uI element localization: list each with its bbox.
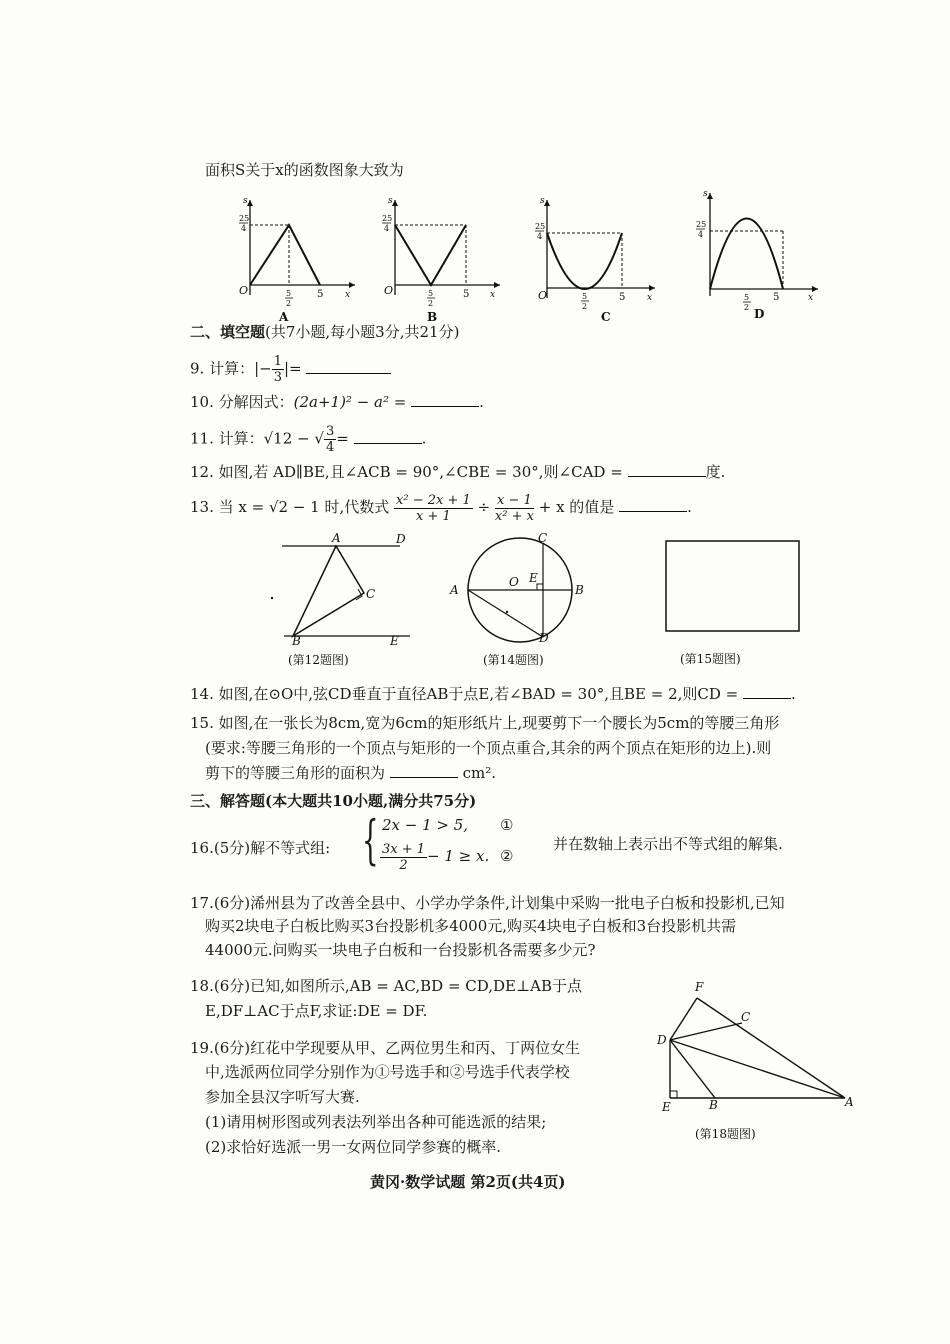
q11-frac-num: 3 [325, 424, 335, 439]
graph-b-peak-num: 25 [382, 214, 393, 223]
q17-line1: 17.(6分)浠州县为了改善全县中、小学办学条件,计划集中采购一批电子白板和投影机,已知 [190, 894, 785, 912]
section3-heading [190, 791, 476, 811]
q19-line1: 19.(6分)红花中学现要从甲、乙两位男生和丙、丁两位女生 [190, 1039, 581, 1057]
q11-end: . [421, 429, 427, 448]
q16-ineq2-num: 3x + 1 [382, 841, 426, 857]
graph-b-five: 5 [463, 289, 470, 300]
q14-text: 14. 如图,在⊙O中,弦CD垂直于直径AB于点E,若∠BAD = 30°,且BE = 2,则CD = [190, 685, 739, 703]
q16-ineq1: 2x − 1 > 5, [382, 816, 469, 834]
graph-c-option-label: C [601, 310, 611, 324]
graph-c-x-label: x [647, 293, 653, 303]
q13-end: . [687, 498, 692, 516]
fig18-label-f: F [695, 980, 704, 994]
q16-ineq2-frac [380, 842, 427, 873]
graph-d-half-den: 2 [744, 303, 750, 312]
q11-answer-blank[interactable] [354, 429, 422, 444]
q16-brace: { [362, 811, 379, 871]
q16-tail: 并在数轴上表示出不等式组的解集. [553, 835, 783, 853]
graph-c-peak-num: 25 [535, 222, 546, 231]
graph-b-option-label: B [427, 310, 438, 324]
fig14-label-a: A [450, 583, 459, 597]
fig12-label-c: C [366, 587, 376, 601]
graph-a-x-label: x [345, 290, 351, 300]
q13-f1-num: x² − 2x + 1 [396, 492, 471, 508]
graph-d-peak-num: 25 [696, 220, 707, 229]
fig14-label-o: O [509, 575, 519, 589]
graph-b-s-label: s [388, 196, 393, 206]
q11-expr-post: = [336, 429, 349, 448]
graph-d [690, 188, 830, 323]
q17-line3: 44000元.问购买一块电子白板和一台投影机各需要多少元? [205, 941, 596, 959]
q10-answer-blank[interactable] [411, 392, 479, 407]
q17-line2: 购买2块电子白板比购买3台投影机多4000元,购买4块电子白板和3台投影机共需 [205, 917, 737, 935]
graph-d-option-label: D [754, 307, 765, 321]
graph-a-half-den: 2 [286, 299, 292, 308]
q13-answer-blank[interactable] [619, 497, 687, 512]
q9-answer-blank[interactable] [306, 359, 391, 374]
graph-c-five: 5 [619, 292, 626, 303]
fig12-caption: (第12题图) [288, 653, 349, 667]
graph-a-origin: O [239, 284, 249, 297]
intro-text: 面积S关于x的函数图象大致为 [205, 161, 404, 179]
fig12-label-b: B [292, 634, 301, 648]
question-11 [190, 424, 426, 455]
q12-text: 12. 如图,若 AD∥BE,且∠ACB = 90°,∠CBE = 30°,则∠CAD = [190, 463, 623, 481]
question-9 [190, 354, 391, 385]
q13-f2-num: x − 1 [495, 493, 534, 509]
q9-expr-post: |= [284, 359, 302, 378]
question-10 [190, 392, 484, 412]
graph-d-peak-den: 4 [698, 230, 704, 239]
graph-a-five: 5 [317, 289, 324, 300]
section3-title: 三、解答题 [190, 792, 266, 810]
q9-fraction [272, 354, 284, 385]
graph-a [225, 195, 365, 325]
q16-mark2: ② [500, 847, 514, 865]
fig18-label-d: D [657, 1033, 667, 1047]
q18-line1: 18.(6分)已知,如图所示,AB = AC,BD = CD,DE⊥AB于点 [190, 977, 582, 995]
q13-post: + x 的值是 [538, 498, 615, 516]
fig18-label-c: C [741, 1010, 751, 1024]
graph-b-half-den: 2 [428, 299, 434, 308]
figure-12 [270, 530, 430, 670]
section2-title: 二、填空题 [190, 323, 266, 341]
q13-fraction-2 [495, 493, 534, 524]
q10-expr: (2a+1)² − a² = [293, 393, 407, 411]
question-14 [190, 684, 796, 704]
fig14-caption: (第14题图) [483, 653, 544, 667]
graph-c-half-num: 5 [582, 292, 588, 301]
q16-mark1: ① [500, 816, 514, 834]
q16-ineq2-den: 2 [399, 857, 408, 873]
fig15-caption: (第15题图) [680, 652, 741, 666]
figure-15 [660, 535, 810, 670]
q13-f2-den: x² + x [494, 508, 534, 524]
q15-line3: 剪下的等腰三角形的面积为 [205, 764, 386, 782]
fig18-caption: (第18题图) [695, 1127, 756, 1141]
page-footer: 黄冈·数学试题 第2页(共4页) [370, 1173, 566, 1191]
q11-fraction [324, 424, 336, 455]
q12-end: 度. [705, 463, 726, 481]
fig14-label-b: B [575, 583, 584, 597]
graph-b-peak-den: 4 [384, 224, 390, 233]
q19-line2: 中,选派两位同学分别作为①号选手和②号选手代表学校 [205, 1063, 570, 1081]
section2-note: (共7小题,每小题3分,共21分) [265, 323, 460, 341]
q13-fraction-1 [394, 493, 473, 524]
q18-line2: E,DF⊥AC于点F,求证:DE = DF. [205, 1002, 428, 1020]
graph-b [370, 195, 510, 325]
q11-number: 11. 计算： [190, 429, 264, 448]
fig14-label-c: C [538, 531, 548, 545]
fig12-label-a: A [332, 531, 341, 545]
q15-line3-wrap [205, 763, 496, 783]
q13-pre: 13. 当 x = √2 − 1 时,代数式 [190, 498, 390, 516]
graph-d-half-num: 5 [744, 293, 750, 302]
figure-14 [445, 530, 595, 670]
fig14-label-e: E [529, 571, 538, 585]
q9-expr-pre: |− [254, 359, 272, 378]
graph-c-half-den: 2 [582, 302, 588, 311]
graph-b-origin: O [384, 284, 394, 297]
fig12-label-e: E [390, 634, 399, 648]
fig18-label-b: B [709, 1098, 718, 1112]
graph-a-half-num: 5 [286, 289, 292, 298]
graph-d-x-label: x [808, 293, 814, 303]
graph-c [525, 195, 665, 325]
graph-a-option-label: A [279, 310, 289, 324]
q12-answer-blank[interactable] [628, 462, 706, 477]
q14-end: . [791, 685, 796, 703]
q19-line5: (2)求恰好选派一男一女两位同学参赛的概率. [205, 1138, 502, 1156]
graph-a-s-label: s [243, 196, 248, 206]
q16-ineq2 [380, 840, 489, 873]
graph-d-five: 5 [773, 292, 780, 303]
q9-number: 9. 计算： [190, 359, 255, 378]
question-12 [190, 462, 725, 482]
q13-f1-den: x + 1 [416, 508, 451, 524]
q9-frac-num: 1 [273, 354, 282, 369]
fig18-label-a: A [845, 1095, 854, 1109]
fig12-label-d: D [396, 532, 406, 546]
graph-b-half-num: 5 [428, 289, 434, 298]
figure-18 [655, 978, 865, 1148]
q9-frac-den: 3 [273, 370, 282, 385]
q10-end: . [479, 393, 484, 411]
fig14-label-d: D [539, 631, 549, 645]
graph-d-s-label: s [703, 189, 708, 199]
q14-answer-blank[interactable] [743, 684, 791, 699]
section2-heading [190, 322, 459, 342]
q15-line1: 15. 如图,在一张长为8cm,宽为6cm的矩形纸片上,现要剪下一个腰长为5cm的等腰三角形 [190, 714, 780, 732]
q11-frac-den: 4 [325, 440, 335, 455]
graph-c-peak-den: 4 [537, 232, 543, 241]
q15-line2: (要求:等腰三角形的一个顶点与矩形的一个顶点重合,其余的两个顶点在矩形的边上).则 [205, 739, 772, 757]
q19-line3: 参加全县汉字听写大赛. [205, 1088, 360, 1106]
q16-number: 16.(5分)解不等式组: [190, 839, 331, 857]
question-13 [190, 492, 692, 524]
q11-expr-pre: √12 − √ [263, 429, 324, 448]
q13-op: ÷ [477, 498, 491, 516]
graph-c-origin: O [538, 289, 548, 302]
fig18-label-e: E [662, 1100, 671, 1114]
graph-b-x-label: x [490, 290, 496, 300]
q10-number: 10. 分解因式： [190, 393, 294, 411]
q19-line4: (1)请用树形图或列表法列举出各种可能选派的结果; [205, 1113, 547, 1131]
q16-ineq2-post: − 1 ≥ x. [427, 847, 490, 865]
q15-answer-blank[interactable] [390, 763, 458, 778]
section3-note: (本大题共10小题,满分共75分) [265, 792, 477, 810]
graph-a-peak-den: 4 [241, 224, 247, 233]
graph-a-peak-num: 25 [239, 214, 250, 223]
graph-c-s-label: s [540, 196, 545, 206]
q15-unit: cm². [462, 764, 496, 782]
